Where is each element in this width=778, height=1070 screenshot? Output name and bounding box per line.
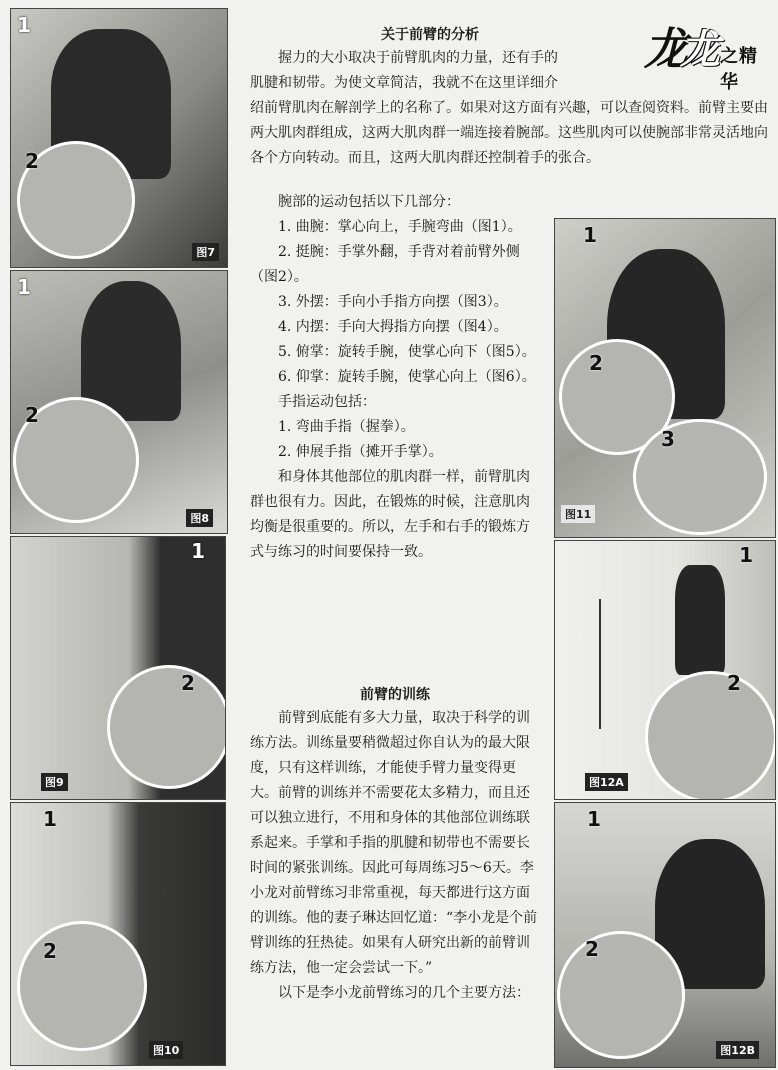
- section-logo: [644, 22, 774, 93]
- figure-11-inset-b: [633, 419, 767, 535]
- wrist-item: 1. 曲腕：掌心向上，手腕弯曲（图1）。: [278, 219, 522, 235]
- training-section: [250, 706, 540, 1006]
- figure-caption: 图12A: [585, 773, 628, 791]
- figure-label: 1: [43, 807, 57, 831]
- figure-12a-inset: [645, 671, 776, 800]
- training-paragraph: 前臂到底能有多大力量，取决于科学的训练方法。训练量要稍微超过你自认为的最大限度，只有这样训练，才能使手臂力量变得更大。前臂的训练并不需要花太多精力，而且还可以独立进行，不用和身体的其他部位训练联系起来。手掌和手指的肌腱和韧带也不需要长时间的紧张训练。因此可每周练习5～6天。李小龙对前臂练习非常重视，每天都进行这方面的训练。他的妻子琳达回忆道：“李小龙是个前臂训练的狂热徒。如果有人研究出新的前臂训练方法，他一定会尝试一下。”: [250, 710, 538, 976]
- figure-label: 2: [43, 939, 57, 963]
- figure-10-inset: [17, 921, 147, 1051]
- wrist-item: 6. 仰掌：旋转手腕，使掌心向上（图6）。: [278, 369, 536, 385]
- wrist-section: [250, 190, 540, 565]
- figure-8: [10, 270, 228, 534]
- finger-intro: 手指运动包括：: [278, 394, 376, 410]
- figure-12b-inset: [557, 931, 685, 1059]
- figure-label: 2: [25, 403, 39, 427]
- article-title: 关于前臂的分析: [381, 27, 479, 43]
- figure-caption: 图11: [561, 505, 595, 523]
- figure-label: 2: [589, 351, 603, 375]
- figure-label: 1: [583, 223, 597, 247]
- finger-item: 1. 弯曲手指（握拳）。: [278, 419, 415, 435]
- figure-label: 1: [17, 275, 31, 299]
- figure-7: [10, 8, 228, 268]
- figure-10: [10, 802, 226, 1066]
- logo-text: 之精华: [720, 46, 758, 93]
- figure-9-inset: [107, 665, 226, 789]
- figure-caption: 图10: [149, 1041, 183, 1059]
- logo-char-dragon-outline: 龙: [680, 27, 720, 73]
- figure-9: [10, 536, 226, 800]
- closing-paragraph: 以下是李小龙前臂练习的几个主要方法：: [278, 985, 530, 1001]
- figure-label: 1: [191, 539, 205, 563]
- figure-caption: 图12B: [716, 1041, 759, 1059]
- wrist-intro: 腕部的运动包括以下几部分：: [278, 194, 460, 210]
- figure-label: 2: [181, 671, 195, 695]
- wrist-item: 5. 俯掌：旋转手腕，使掌心向下（图5）。: [278, 344, 536, 360]
- wrist-item: 4. 内摆：手向大拇指方向摆（图4）。: [278, 319, 508, 335]
- figure-12a: [554, 540, 776, 800]
- intro-paragraph: [250, 96, 774, 171]
- figure-label: 2: [727, 671, 741, 695]
- wrist-item: 2. 挺腕：手掌外翻，手背对着前臂外侧（图2）。: [250, 244, 520, 285]
- figure-label: 2: [25, 149, 39, 173]
- intro-body: 绍前臂肌肉在解剖学上的名称了。如果对这方面有兴趣，可以查阅资料。前臂主要由两大肌肉群组成，这两大肌肉群一端连接着腕部。这些肌肉可以使腕部非常灵活地向各个方向转动。而且，这两大肌肉群还控制着手的张合。: [250, 100, 768, 166]
- figure-12b: [554, 802, 776, 1068]
- figure-caption: 图9: [41, 773, 68, 791]
- intro-top: [250, 46, 640, 96]
- logo-char-dragon: 龙: [644, 24, 688, 75]
- figure-caption: 图8: [186, 509, 213, 527]
- intro-line-2: 肌腱和韧带。为使文章简洁，我就不在这里详细介: [250, 75, 558, 91]
- figure-label: 2: [585, 937, 599, 961]
- wrist-item: 3. 外摆：手向小手指方向摆（图3）。: [278, 294, 508, 310]
- figure-caption: 图7: [192, 243, 219, 261]
- figure-label: 1: [17, 13, 31, 37]
- training-title: 前臂的训练: [360, 687, 430, 703]
- figure-label: 1: [739, 543, 753, 567]
- figure-label: 1: [587, 807, 601, 831]
- balance-paragraph: 和身体其他部位的肌肉群一样，前臂肌肉群也很有力。因此，在锻炼的时候，注意肌肉均衡是很重要的。所以，左手和右手的锻炼方式与练习的时间要保持一致。: [250, 469, 530, 560]
- figure-11: [554, 218, 776, 538]
- finger-item: 2. 伸展手指（摊开手掌）。: [278, 444, 443, 460]
- figure-label: 3: [661, 427, 675, 451]
- intro-line-1: 握力的大小取决于前臂肌肉的力量，还有手的: [278, 50, 558, 66]
